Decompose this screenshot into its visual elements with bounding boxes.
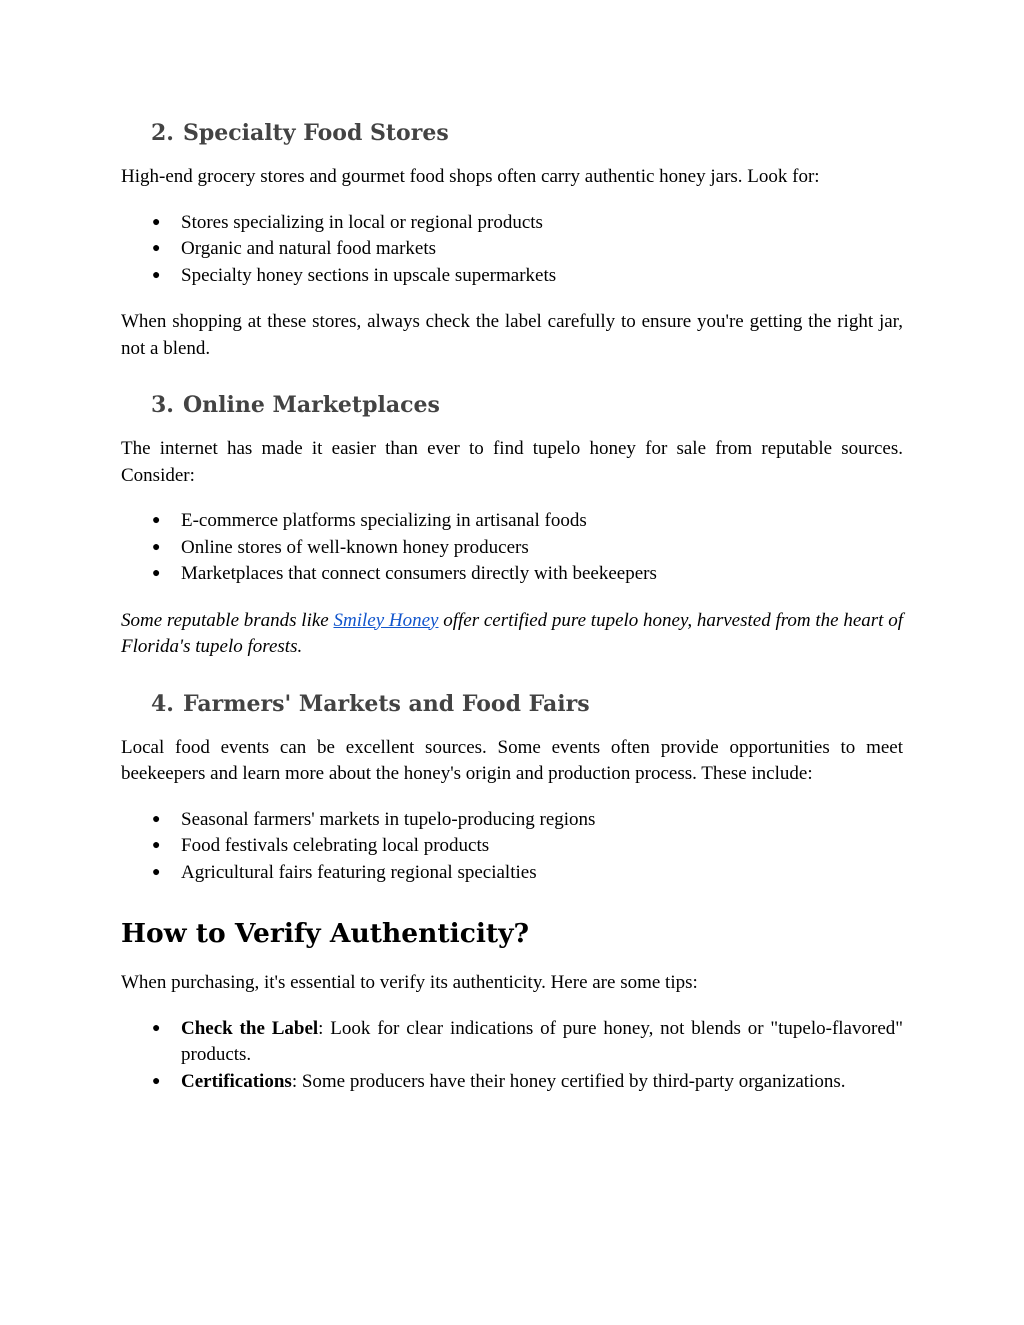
bullet-icon: ●: [152, 1020, 161, 1036]
heading-number: 4.: [151, 690, 174, 717]
list-item: ● E-commerce platforms specializing in artisanal foods: [121, 508, 903, 535]
document-page: [121, 116, 903, 1095]
bullet-icon: ●: [152, 513, 161, 528]
list-verify-tips: [121, 1016, 903, 1096]
heading-specialty-food-stores: [121, 116, 903, 150]
heading-text: Online Marketplaces: [182, 392, 440, 418]
list-farmers-events: [121, 807, 903, 887]
heading-verify-authenticity: How to Verify Authenticity?: [121, 918, 530, 949]
heading-text: Farmers' Markets and Food Fairs: [182, 690, 590, 717]
list-item: ● Marketplaces that connect consumers directly with beekeepers: [121, 561, 903, 588]
tip-term: Certifications: [181, 1070, 292, 1092]
bullet-icon: ●: [152, 214, 161, 230]
tip-description: : Look for clear indications of pure honey, not blends or "tupelo-flavored" products.: [181, 1017, 904, 1065]
bullet-icon: ●: [152, 811, 161, 827]
paragraph-specialty-intro: High-end grocery stores and gourmet food shops often carry authentic honey jars. Look for:: [121, 166, 820, 187]
list-online-marketplaces: [121, 508, 903, 588]
bullet-icon: ●: [152, 241, 161, 256]
paragraph-brand-note: Some reputable brands like Smiley Honey offer certified pure tupelo honey, harvested from the heart of Florida's tupelo forests.: [121, 609, 903, 657]
tip-description: : Some producers have their honey certified by third-party organizations.: [291, 1070, 846, 1092]
heading-number: 3.: [151, 392, 174, 418]
list-item: ● Specialty honey sections in upscale supermarkets: [121, 263, 903, 290]
paragraph-farmers-intro: Local food events can be excellent sources. Some events often provide opportunities to meet beekeepers and learn more about the honey's origin and production process. These include:: [121, 736, 903, 784]
list-item: ● Seasonal farmers' markets in tupelo-producing regions: [121, 807, 903, 834]
bullet-icon: ●: [152, 1073, 161, 1089]
smiley-honey-link[interactable]: Smiley Honey: [333, 609, 439, 631]
paragraph-verify-intro: When purchasing, it's essential to verify its authenticity. Here are some tips:: [121, 972, 698, 993]
heading-online-marketplaces: [121, 388, 903, 422]
list-item: ● Agricultural fairs featuring regional specialties: [121, 860, 903, 887]
list-item: [121, 1069, 903, 1096]
paragraph-specialty-outro: When shopping at these stores, always check the label carefully to ensure you're getting the right jar, not a blend.: [121, 311, 903, 359]
bullet-icon: ●: [152, 539, 161, 555]
paragraph-online-intro: The internet has made it easier than ever to find tupelo honey for sale from reputable sources. Consider:: [121, 438, 903, 486]
list-item: ● Food festivals celebrating local products: [121, 833, 903, 860]
list-item: ● Online stores of well-known honey producers: [121, 535, 903, 562]
bullet-icon: ●: [152, 864, 161, 880]
bullet-icon: ●: [152, 566, 161, 581]
list-specialty-stores: [121, 210, 903, 290]
list-item: ● Organic and natural food markets: [121, 236, 903, 263]
tip-term: Check the Label: [181, 1017, 319, 1039]
heading-text: Specialty Food Stores: [182, 120, 449, 146]
list-item: [121, 1016, 903, 1069]
bullet-icon: ●: [152, 838, 161, 853]
heading-farmers-markets: [121, 687, 903, 721]
heading-number: 2.: [151, 120, 174, 146]
list-item: ● Stores specializing in local or regional products: [121, 210, 903, 237]
bullet-icon: ●: [152, 267, 161, 283]
